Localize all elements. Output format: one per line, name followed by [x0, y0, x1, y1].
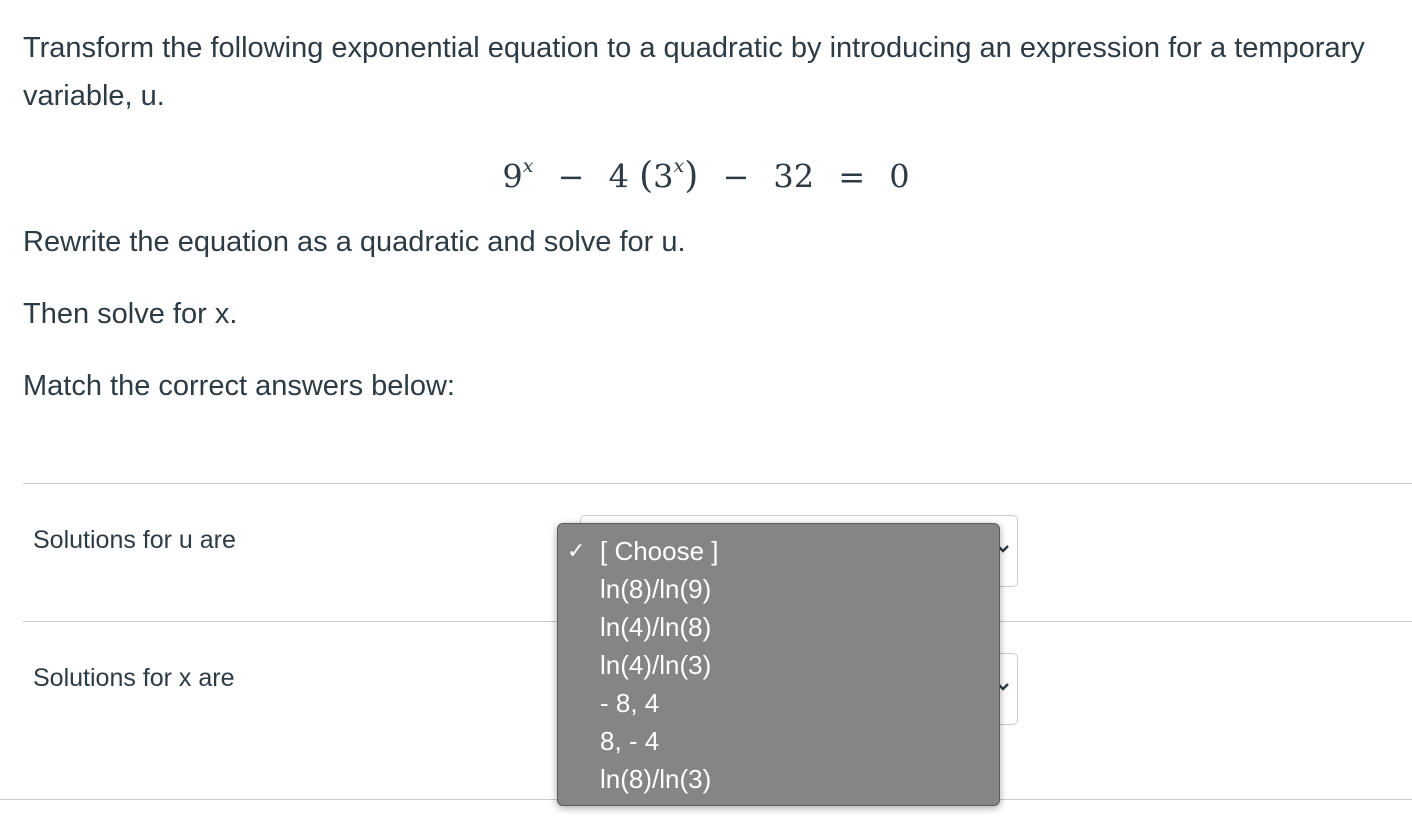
dropdown-option-choose[interactable]: ✓ [ Choose ] — [558, 532, 999, 570]
exponential-equation — [0, 146, 1412, 201]
row-divider-top — [23, 483, 1412, 484]
question-prompt: Transform the following exponential equation to a quadratic by introducing an expression for a temporary variable, u. — [23, 32, 1365, 112]
step-rewrite-text: Rewrite the equation as a quadratic and solve for u. — [23, 226, 686, 258]
eq-close-paren: ) — [684, 155, 699, 197]
dropdown-option[interactable]: ln(8)/ln(9) — [600, 574, 712, 604]
eq-coefficient-4: 4 — [608, 157, 629, 196]
dropdown-option[interactable]: ln(4)/ln(8) — [600, 612, 712, 642]
answer-label-x: Solutions for x are — [33, 664, 235, 692]
step-solve-x-text: Then solve for x. — [23, 298, 238, 330]
match-instruction-text: Match the correct answers below: — [23, 370, 455, 402]
dropdown-option[interactable]: ln(8)/ln(3) — [600, 764, 712, 794]
eq-open-paren: ( — [639, 155, 654, 197]
eq-rhs-0: 0 — [889, 157, 910, 196]
eq-equals: = — [838, 157, 866, 196]
eq-constant-32: 32 — [773, 157, 815, 196]
answer-dropdown-menu[interactable] — [557, 523, 1000, 806]
eq-exponent-x-2: x — [673, 155, 685, 177]
eq-minus-1: − — [557, 157, 585, 196]
dropdown-option[interactable]: - 8, 4 — [600, 688, 660, 718]
eq-minus-2: − — [722, 157, 750, 196]
dropdown-option[interactable]: ln(4)/ln(3) — [600, 650, 712, 680]
checkmark-icon: ✓ — [567, 538, 586, 563]
dropdown-option[interactable]: 8, - 4 — [600, 726, 660, 756]
eq-base-9: 9 — [502, 157, 523, 196]
answer-label-u: Solutions for u are — [33, 526, 236, 554]
eq-exponent-x-1: x — [522, 155, 534, 177]
eq-base-3: 3 — [653, 157, 674, 196]
